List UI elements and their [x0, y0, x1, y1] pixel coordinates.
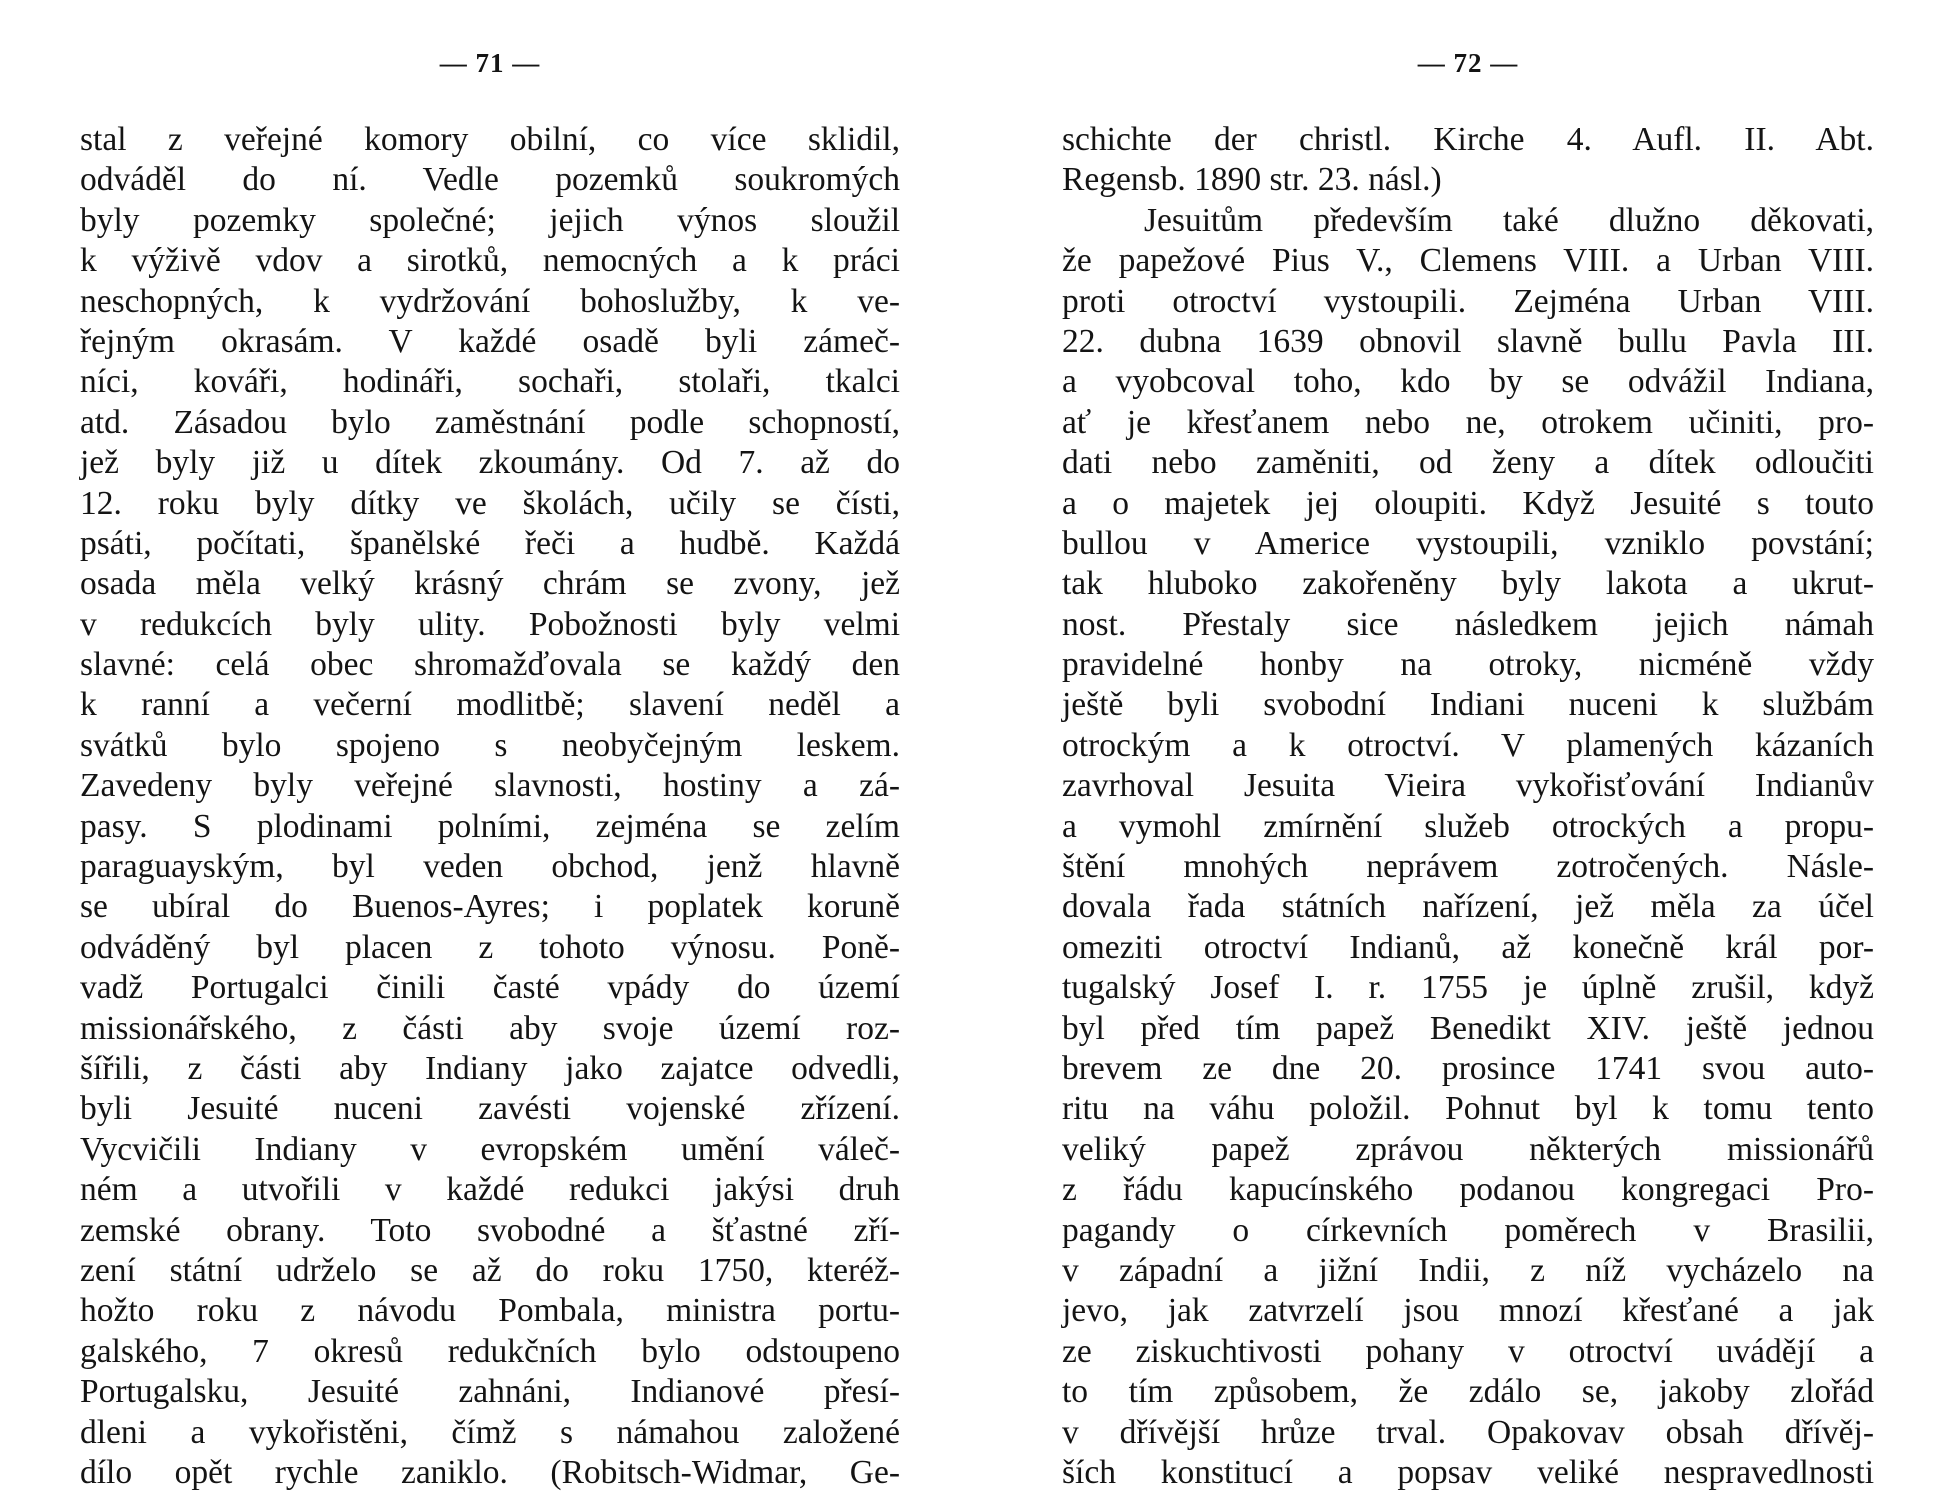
text-line: odváděl do ní. Vedle pozemků soukromých: [80, 161, 900, 199]
text-line: dati nebo zaměniti, od ženy a dítek odloučiti: [1062, 444, 1874, 482]
text-line: dovala řada státních nařízení, jež měla za účel: [1062, 888, 1874, 926]
text-line: k ranní a večerní modlitbě; slavení neděl a: [80, 686, 900, 724]
text-line: ať je křesťanem nebo ne, otrokem učiniti, pro-: [1062, 403, 1874, 441]
text-line: tak hluboko zakořeněny byly lakota a ukrut-: [1062, 565, 1874, 603]
text-line: v dřívější hrůze trval. Opakovav obsah dřívěj-: [1062, 1413, 1874, 1451]
text-line: a vyobcoval toho, kdo by se odvážil Indiana,: [1062, 363, 1874, 401]
text-line: ze ziskuchtivosti pohany v otroctví uvádějí a: [1062, 1332, 1874, 1370]
left-page-text: [80, 120, 900, 1493]
text-line: šířili, z části aby Indiany jako zajatce odvedli,: [80, 1049, 900, 1087]
text-line: vadž Portugalci činili časté vpády do území: [80, 969, 900, 1007]
text-line: k výživě vdov a sirotků, nemocných a k práci: [80, 242, 900, 280]
text-line: osada měla velký krásný chrám se zvony, jež: [80, 565, 900, 603]
text-line: byli Jesuité nuceni zavésti vojenské zřízení.: [80, 1090, 900, 1128]
text-line: v redukcích byly ulity. Pobožnosti byly velmi: [80, 605, 900, 643]
left-page: [80, 0, 900, 1500]
text-line: ném a utvořili v každé redukci jakýsi druh: [80, 1171, 900, 1209]
text-line: a o majetek jej oloupiti. Když Jesuité s touto: [1062, 484, 1874, 522]
text-line: Regensb. 1890 str. 23. násl.): [1062, 161, 1442, 199]
text-line: jevo, jak zatvrzelí jsou mnozí křesťané a jak: [1062, 1292, 1874, 1330]
text-line: paraguayským, byl veden obchod, jenž hlavně: [80, 848, 900, 886]
text-line: Portugalsku, Jesuité zahnáni, Indianové přesí-: [80, 1373, 900, 1411]
text-line: missionářského, z části aby svoje území roz-: [80, 1009, 900, 1047]
text-line: zení státní udrželo se až do roku 1750, kteréž-: [80, 1251, 900, 1289]
text-line: a vymohl zmírnění služeb otrockých a propu-: [1062, 807, 1874, 845]
text-line: níci, kováři, hodináři, sochaři, stolaři, tkalci: [80, 363, 900, 401]
right-page-text: [1062, 120, 1874, 1493]
text-line: slavné: celá obec shromažďovala se každý den: [80, 646, 900, 684]
text-line: ještě byli svobodní Indiani nuceni k službám: [1062, 686, 1874, 724]
text-line: ších konstitucí a popsav veliké nespravedlnosti: [1062, 1453, 1874, 1491]
text-line: zemské obrany. Toto svobodné a šťastné zří-: [80, 1211, 900, 1249]
text-line: 12. roku byly dítky ve školách, učily se čísti,: [80, 484, 900, 522]
page-number-71: — 71 —: [439, 48, 541, 78]
text-line: byly pozemky společné; jejich výnos sloužil: [80, 201, 900, 239]
text-line: veliký papež zprávou některých missionářů: [1062, 1130, 1874, 1168]
text-line: pravidelné honby na otroky, nicméně vždy: [1062, 646, 1874, 684]
text-line: omeziti otroctví Indianů, až konečně král por-: [1062, 928, 1874, 966]
text-line: proti otroctví vystoupili. Zejména Urban VIII.: [1062, 282, 1874, 320]
text-line: štění mnohých neprávem zotročených. Násle-: [1062, 848, 1874, 886]
text-line: psáti, počítati, španělské řeči a hudbě. Každá: [80, 524, 900, 562]
text-line: se ubíral do Buenos-Ayres; i poplatek koruně: [80, 888, 900, 926]
text-line: z řádu kapucínského podanou kongregaci Pro-: [1062, 1171, 1874, 1209]
text-line: otrockým a k otroctví. V plamených kázaních: [1062, 726, 1874, 764]
text-line: jež byly již u dítek zkoumány. Od 7. až do: [80, 444, 900, 482]
text-line: pasy. S plodinami polními, zejména se zelím: [80, 807, 900, 845]
text-line: brevem ze dne 20. prosince 1741 svou auto-: [1062, 1049, 1874, 1087]
text-line: Vycvičili Indiany v evropském umění váleč-: [80, 1130, 900, 1168]
text-line: svátků bylo spojeno s neobyčejným leskem.: [80, 726, 900, 764]
text-line: bullou v Americe vystoupili, vzniklo povstání;: [1062, 524, 1874, 562]
text-line: to tím způsobem, že zdálo se, jakoby zlořád: [1062, 1373, 1874, 1411]
text-line: dílo opět rychle zaniklo. (Robitsch-Widmar, Ge-: [80, 1453, 900, 1491]
text-line: pagandy o církevních poměrech v Brasilii,: [1062, 1211, 1874, 1249]
text-line: Zavedeny byly veřejné slavnosti, hostiny a zá-: [80, 767, 900, 805]
right-page: [1062, 0, 1874, 1500]
text-line: dleni a vykořistěni, čímž s námahou založené: [80, 1413, 900, 1451]
text-line: tugalský Josef I. r. 1755 je úplně zrušil, když: [1062, 969, 1874, 1007]
text-line: neschopných, k vydržování bohoslužby, k ve-: [80, 282, 900, 320]
text-line: nost. Přestaly sice následkem jejich námah: [1062, 605, 1874, 643]
text-line: hožto roku z návodu Pombala, ministra portu-: [80, 1292, 900, 1330]
paragraph-start-line: Jesuitům především také dlužno děkovati,: [1144, 201, 1874, 239]
text-line: ritu na váhu položil. Pohnut byl k tomu tento: [1062, 1090, 1874, 1128]
text-line: byl před tím papež Benedikt XIV. ještě jednou: [1062, 1009, 1874, 1047]
text-line: galského, 7 okresů redukčních bylo odstoupeno: [80, 1332, 900, 1370]
text-line: stal z veřejné komory obilní, co více sklidil,: [80, 121, 900, 158]
page-number-72: — 72 —: [1417, 48, 1519, 78]
text-line: atd. Zásadou bylo zaměstnání podle schopností,: [80, 403, 900, 441]
text-line: schichte der christl. Kirche 4. Aufl. II. Abt.: [1062, 121, 1874, 158]
text-line: v západní a jižní Indii, z níž vycházelo na: [1062, 1251, 1874, 1289]
text-line: řejným okrasám. V každé osadě byli zámeč-: [80, 322, 900, 360]
text-line: 22. dubna 1639 obnovil slavně bullu Pavla III.: [1062, 322, 1874, 360]
text-line: odváděný byl placen z tohoto výnosu. Poně-: [80, 928, 900, 966]
text-line: zavrhoval Jesuita Vieira vykořisťování Indianův: [1062, 767, 1874, 805]
text-line: že papežové Pius V., Clemens VIII. a Urban VIII.: [1062, 242, 1874, 280]
